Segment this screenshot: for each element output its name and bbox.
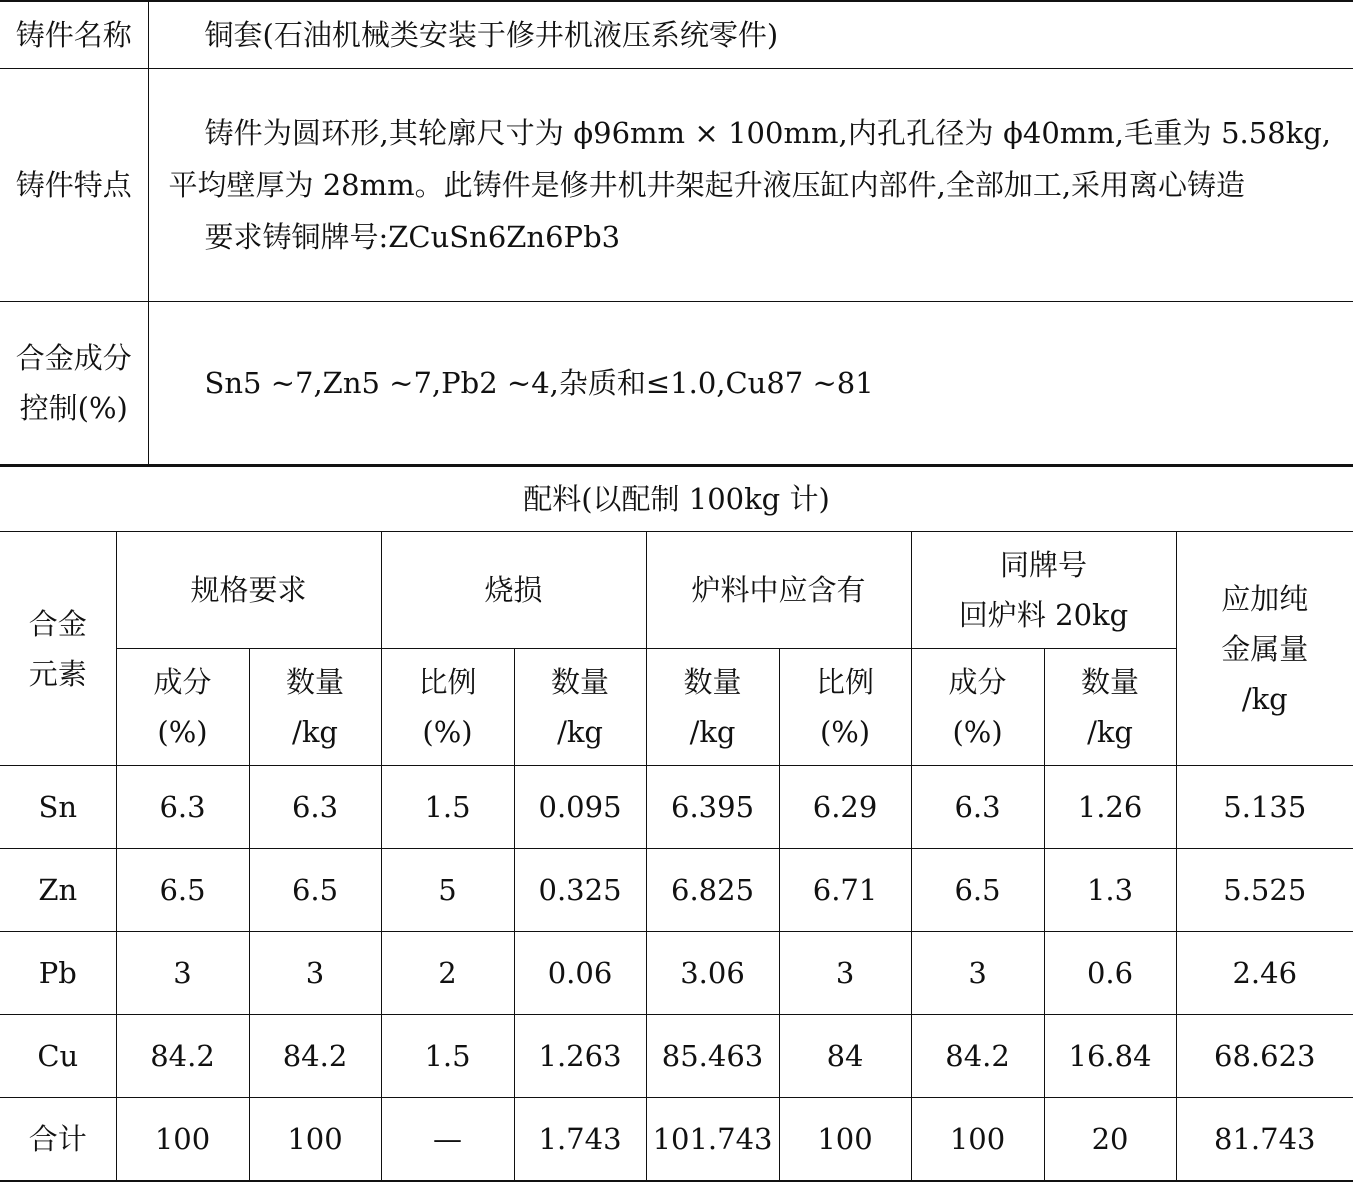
header-text: 数量 <box>551 665 610 699</box>
table-cell: 20 <box>1044 1098 1176 1182</box>
alloy-label-line2: 控制(%) <box>19 391 128 425</box>
table-cell: 100 <box>116 1098 249 1182</box>
header-text: 成分 <box>948 665 1007 699</box>
batching-table-body <box>0 766 1353 1182</box>
header-unit: /kg <box>292 715 338 749</box>
header-text: 应加纯 <box>1221 581 1309 616</box>
table-cell: 84.2 <box>116 1015 249 1098</box>
table-row <box>0 932 1353 1015</box>
table-cell: 6.29 <box>779 766 911 849</box>
table-cell: 0.06 <box>514 932 646 1015</box>
alloy-composition-row <box>0 302 1353 466</box>
table-cell: 6.3 <box>116 766 249 849</box>
header-text: 数量 <box>1081 665 1140 699</box>
casting-name-label: 铸件名称 <box>0 1 148 69</box>
table-cell: 6.71 <box>779 849 911 932</box>
table-cell: 3.06 <box>646 932 779 1015</box>
header-unit: (%) <box>952 715 1003 749</box>
header-unit: /kg <box>1087 715 1134 749</box>
table-cell: 6.5 <box>116 849 249 932</box>
header-text: 比例 <box>418 665 477 699</box>
header-text: 元素 <box>28 656 87 691</box>
subheader-spec-composition <box>116 649 249 766</box>
subheader-spec-quantity <box>249 649 381 766</box>
table-cell: 68.623 <box>1176 1015 1353 1098</box>
header-text: 同牌号 <box>1000 548 1088 582</box>
casting-feature-cell <box>148 69 1353 302</box>
header-text: 数量 <box>683 665 742 699</box>
subheader-charge-quantity <box>646 649 779 766</box>
table-cell: 81.743 <box>1176 1098 1353 1182</box>
table-cell: 3 <box>116 932 249 1015</box>
element-cell: Zn <box>0 849 116 932</box>
table-cell: 101.743 <box>646 1098 779 1182</box>
table-cell: 84.2 <box>911 1015 1044 1098</box>
table-cell: 1.743 <box>514 1098 646 1182</box>
batching-table <box>0 531 1353 1182</box>
header-text: 合金 <box>28 606 87 641</box>
table-cell: 1.26 <box>1044 766 1176 849</box>
subheader-charge-ratio <box>779 649 911 766</box>
table-row <box>0 1015 1353 1098</box>
header-return-scrap <box>911 532 1176 649</box>
table-cell: 6.395 <box>646 766 779 849</box>
casting-info-table <box>0 0 1353 467</box>
table-cell: 6.3 <box>911 766 1044 849</box>
casting-feature-row <box>0 69 1353 302</box>
table-cell: 6.5 <box>249 849 381 932</box>
table-cell: 5 <box>381 849 514 932</box>
header-unit: /kg <box>689 715 736 749</box>
header-alloy-element <box>0 532 116 766</box>
header-unit: (%) <box>819 715 871 749</box>
table-cell: 2 <box>381 932 514 1015</box>
table-cell: 1.5 <box>381 1015 514 1098</box>
table-cell: 2.46 <box>1176 932 1353 1015</box>
header-text: 成分 <box>153 665 212 699</box>
subheader-return-quantity <box>1044 649 1176 766</box>
table-cell: 100 <box>249 1098 381 1182</box>
casting-feature-text: 铸件为圆环形,其轮廓尺寸为 ϕ96mm × 100mm,内孔孔径为 ϕ40mm,毛重为 5.58kg,平均壁厚为 28mm。此铸件是修井机井架起升液压缸内部件,全部加工,采用离心铸造 <box>168 116 1331 202</box>
alloy-composition-value: Sn5 ~7,Zn5 ~7,Pb2 ~4,杂质和≤1.0,Cu87 ~81 <box>204 366 874 400</box>
table-cell: 16.84 <box>1044 1015 1176 1098</box>
subheader-burn-quantity <box>514 649 646 766</box>
alloy-composition-label <box>0 302 148 466</box>
table-cell: 5.525 <box>1176 849 1353 932</box>
header-burn-loss: 烧损 <box>381 532 646 649</box>
table-row <box>0 849 1353 932</box>
element-cell: Cu <box>0 1015 116 1098</box>
header-spec: 规格要求 <box>116 532 381 649</box>
batching-caption: 配料(以配制 100kg 计) <box>523 482 830 516</box>
header-unit: (%) <box>157 715 208 749</box>
header-unit: (%) <box>422 715 473 749</box>
table-cell: 3 <box>911 932 1044 1015</box>
element-cell: Pb <box>0 932 116 1015</box>
table-cell: 1.5 <box>381 766 514 849</box>
header-text: 数量 <box>286 665 345 699</box>
header-row-2 <box>0 649 1353 766</box>
header-text: /kg <box>1241 681 1288 716</box>
header-text: 金属量 <box>1221 631 1309 666</box>
table-cell: 0.6 <box>1044 932 1176 1015</box>
header-charge: 炉料中应含有 <box>646 532 911 649</box>
table-cell: 0.325 <box>514 849 646 932</box>
subheader-return-composition <box>911 649 1044 766</box>
table-cell: 6.3 <box>249 766 381 849</box>
table-cell: 84.2 <box>249 1015 381 1098</box>
casting-grade-text: 要求铸铜牌号:ZCuSn6Zn6Pb3 <box>204 220 621 254</box>
table-cell: 3 <box>249 932 381 1015</box>
element-cell: 合计 <box>0 1098 116 1182</box>
header-pure-metal <box>1176 532 1353 766</box>
casting-feature-label: 铸件特点 <box>0 69 148 302</box>
table-row <box>0 766 1353 849</box>
table-cell: 100 <box>779 1098 911 1182</box>
table-cell: 1.3 <box>1044 849 1176 932</box>
table-cell: 6.825 <box>646 849 779 932</box>
element-cell: Sn <box>0 766 116 849</box>
table-cell: 1.263 <box>514 1015 646 1098</box>
header-text: 回炉料 20kg <box>958 598 1129 632</box>
table-cell: 3 <box>779 932 911 1015</box>
table-cell: 100 <box>911 1098 1044 1182</box>
table-row <box>0 1098 1353 1182</box>
table-cell: 5.135 <box>1176 766 1353 849</box>
casting-name-value: 铜套(石油机械类安装于修井机液压系统零件) <box>148 1 1353 69</box>
table-cell: 84 <box>779 1015 911 1098</box>
table-cell: — <box>381 1098 514 1182</box>
alloy-label-line1: 合金成分 <box>15 341 132 375</box>
header-unit: /kg <box>557 715 603 749</box>
table-cell: 6.5 <box>911 849 1044 932</box>
table-cell: 0.095 <box>514 766 646 849</box>
header-row-1 <box>0 532 1353 649</box>
header-text: 比例 <box>816 665 875 699</box>
table-cell: 85.463 <box>646 1015 779 1098</box>
subheader-burn-ratio <box>381 649 514 766</box>
casting-name-row <box>0 1 1353 69</box>
